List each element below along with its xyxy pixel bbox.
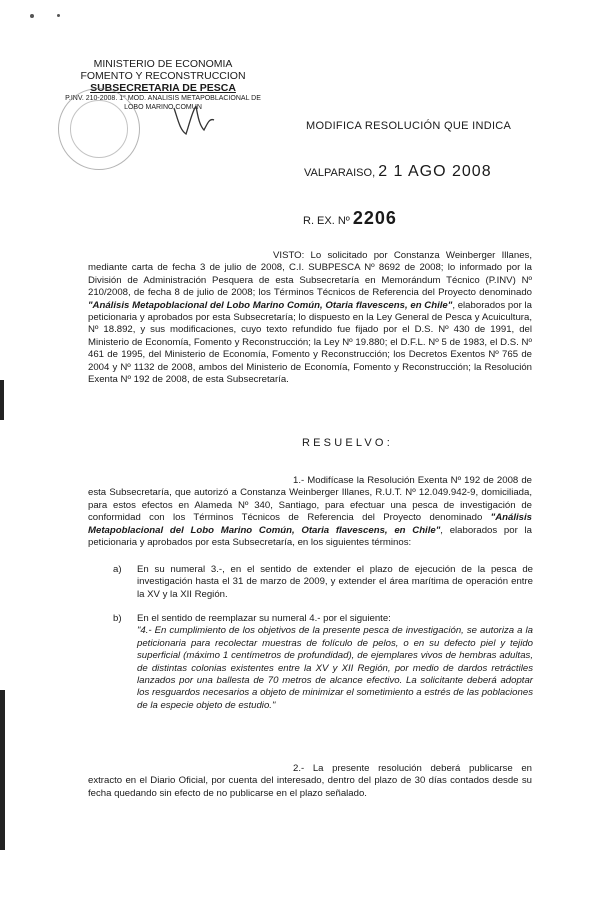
resolution-subject: MODIFICA RESOLUCIÓN QUE INDICA [306,120,512,132]
scan-speck [57,14,60,17]
visto-lead: VISTO: Lo solicitado por Constanza Weinberger Illanes, mediante carta de fecha 3 de julio de 2008, C.I. SUBPESCA Nº 8692 de 2008; lo informado por la División de Administración Pesquera de esta Subsecretaría en Memorándum Técnico (P.INV) Nº 210/2008, de fecha 8 de julio de 2008; los Términos Técnicos de Referencia del Proyecto denominado [88,250,532,299]
item-b-text [137,613,533,712]
file-reference-cont: LOBO MARINO COMUN [124,104,202,111]
point-1 [88,475,532,549]
scan-speck [30,14,34,18]
item-b-quoted-numeral: "4.- En cumplimiento de los objetivos de la presente pesca de investigación, se autoriza a la peticionaria para recolectar muestras de folículo de pelos, o en su defecto piel y tejido superficial (máximo 1 centímetros de profundidad), de ejemplares vivos de hembras adultas, de distintas colonias existentes entre la XV y XII Región, por medio de dardos retráctiles lanzados por una ballesta de 70 metros de alcance efectivo. La solicitante deberá adoptar los resguardos necesarios a objeto de minimizar el sometimiento a estrés de las poblaciones de la especie objeto de estudio." [137,625,533,711]
item-a-label: a) [113,564,122,575]
point-1-tail: , elaborados por la peticionaria y aprobados por esta Subsecretaría, en los siguientes términos: [88,524,532,549]
resolution-number-value: 2206 [352,208,397,228]
resuelvo-heading: RESUELVO: [302,437,393,449]
undersecretariat-name: SUBSECRETARIA DE PESCA [90,82,236,94]
visto-project-title: "Análisis Metapoblacional del Lobo Marino Común, Otaria flavescens, en Chile" [88,299,453,311]
date-stamp: 2 1 AGO 2008 [378,163,492,180]
item-b-label: b) [113,613,122,624]
point-2-text: 2.- La presente resolución deberá publicarse en extracto en el Diario Oficial, por cuenta del interesado, dentro del plazo de 30 días contados desde su fecha quedando sin efecto de no publicarse en el plazo señalado. [88,763,532,799]
ministry-subname: FOMENTO Y RECONSTRUCCION [80,70,246,82]
item-b-intro: En el sentido de reemplazar su numeral 4.- por el siguiente: [137,613,391,624]
point-1-project-title: "Análisis Metapoblacional del Lobo Marino Común, Otaria flavescens, en Chile" [88,512,532,536]
point-1-lead: 1.- Modifícase la Resolución Exenta Nº 192 de 2008 de esta Subsecretaría, que autorizó a Constanza Weinberger Illanes, R.U.T. Nº 12.049.942-9, domiciliada, para estos efectos en Alameda Nº 340, Santiago, para efectuar una pesca de investigación de conformidad con los Términos Técnicos de Referencia del Proyecto denominado [88,475,532,524]
item-a-text: En su numeral 3.-, en el sentido de extender el plazo de ejecución de la pesca de investigación hasta el 31 de marzo de 2009, y extender el área marítima de operación entre la XV y la XII Región. [137,564,533,600]
scan-edge-mark [0,380,4,420]
resolution-prefix: R. EX. Nº [303,215,350,227]
scan-edge-mark [0,690,5,850]
place-date [304,163,492,181]
file-reference: P.INV. 210-2008. 1° MOD. ANALISIS METAPOBLACIONAL DE [65,95,261,102]
signature-mark [170,100,220,140]
resolution-number [303,208,397,229]
visto-tail: , elaborados por la peticionaria y aprobados por esta Subsecretaría; lo dispuesto en la Ley General de Pesca y Acuicultura, Nº 18.892, y sus modificaciones, cuyo texto refundido fue fijado por el D.S. Nº 430 de 1991, del Ministerio de Economía, Fomento y Reconstrucción; la Ley Nº 19.880; el D.F.L. Nº 5 de 1983, el D.S. Nº 461 de 1995, del Ministerio de Economía, Fomento y Reconstrucción; los Decretos Exentos Nº 765 de 2004 y Nº 1132 de 2008, ambos del Ministerio de Economía, Fomento y Reconstrucción; la Resolución Exenta Nº 192 de 2008, de esta Subsecretaría. [88,299,533,386]
point-2 [88,763,532,800]
city: VALPARAISO, [304,167,376,179]
ministry-name: MINISTERIO DE ECONOMIA [93,58,233,70]
visto-paragraph [88,250,532,386]
official-stamp-inner-ring [70,100,128,158]
